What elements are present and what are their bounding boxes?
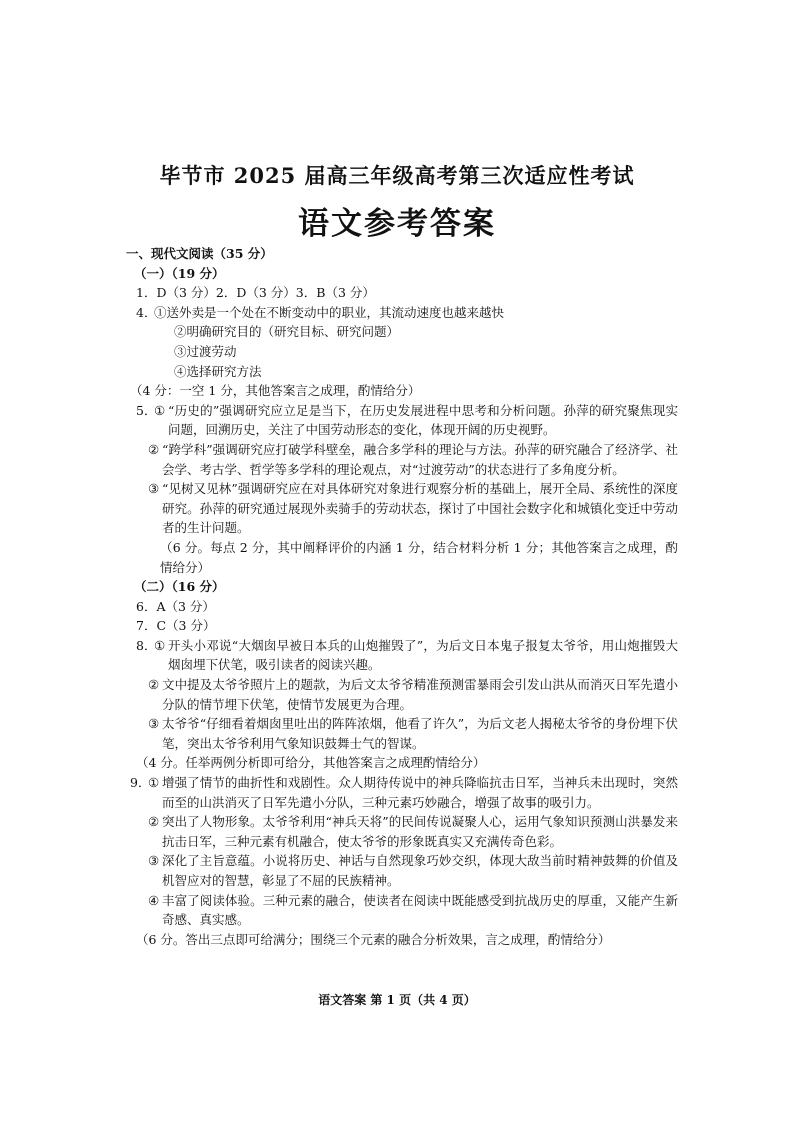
answer-content (126, 244, 678, 949)
answer-q4 (126, 303, 678, 381)
answer-q8 (126, 636, 678, 675)
answer-point-row (126, 440, 678, 479)
answer-point-row (126, 851, 678, 890)
scoring-note: （6 分。答出三点即可给满分；围绕三个元素的融合分析效果，言之成理，酌情给分） (136, 931, 611, 947)
answer-title: 语文参考答案 (298, 206, 496, 242)
answer-q7: 7．C（3 分） (136, 618, 216, 634)
point-marker: ③ (148, 481, 160, 497)
answer-point: 增强了情节的曲折性和戏剧性。众人期待传说中的神兵降临抗击日军，当神兵未出现时，突然而至的山洪消灭了日军先遣小分队，三种元素巧妙融合，增强了故事的吸引力。 (162, 775, 678, 810)
answer-q9 (126, 773, 678, 812)
point-marker: ① (154, 402, 166, 418)
scoring-note: （4 分：一空 1 分，其他答案言之成理，酌情给分） (130, 383, 421, 399)
answer-point-row (126, 479, 678, 538)
answer-point-row (126, 675, 678, 714)
answer-q6: 6．A（3 分） (136, 598, 215, 614)
point-marker: ③ (148, 716, 160, 732)
answer-q5 (126, 401, 678, 440)
scoring-note: （6 分。每点 2 分，其中阐释评价的内涵 1 分，结合材料分析 1 分；其他答案言之成理，酌情给分） (160, 539, 678, 575)
point-marker: ① (148, 775, 160, 791)
point-marker: ① (154, 637, 166, 653)
scoring-note: （4 分。任举两例分析即可给分，其他答案言之成理酌情给分） (136, 755, 486, 771)
point-marker: ② (148, 814, 160, 830)
answer-point: 突出了人物形象。太爷爷利用“神兵天将”的民间传说凝聚人心，运用气象知识预测山洪暴发来抗击日军，三种元素有机融合，使太爷爷的形象既真实又充满传奇色彩。 (162, 814, 678, 849)
answer-point: 太爷爷“仔细看着烟囱里吐出的阵阵浓烟，他看了许久”，为后文老人揭秘太爷爷的身份埋下伏笔，突出太爷爷利用气象知识鼓舞士气的智谋。 (162, 716, 678, 751)
exam-title: 毕节市 2025 届高三年级高考第三次适应性考试 (159, 163, 635, 188)
part-heading: （二）（16 分） (134, 579, 225, 595)
part-heading: （一）（19 分） (134, 265, 225, 281)
answer-point: 深化了主旨意蕴。小说将历史、神话与自然现象巧妙交织，体现大敌当前时精神鼓舞的价值及机智应对的智慧，彰显了不屈的民族精神。 (162, 853, 678, 888)
answer-point: ③过渡劳动 (174, 343, 237, 359)
point-marker: ③ (148, 853, 160, 869)
answer-point: 文中提及太爷爷照片上的题款，为后文太爷爷精准预测雷暴雨会引发山洪从而消灭日军先遣小分队的情节埋下伏笔，使情节发展更为合理。 (162, 677, 678, 712)
question-number: 4． (136, 304, 157, 320)
answer-point-row (126, 812, 678, 851)
answer-q1-3: 1．D（3 分）2．D（3 分）3．B（3 分） (136, 285, 375, 301)
answer-point: ②明确研究目的（研究目标、研究问题） (174, 324, 400, 340)
point-marker: ② (148, 441, 160, 457)
answer-point: 开头小邓说“大烟囱早被日本兵的山炮摧毁了”，为后文日本鬼子报复太爷爷，用山炮摧毁大烟囱埋下伏笔，吸引读者的阅读兴趣。 (168, 637, 678, 673)
section-heading: 一、现代文阅读（35 分） (126, 246, 273, 261)
answer-point: “跨学科”强调研究应打破学科壁垒，融合多学科的理论与方法。孙萍的研究融合了经济学、社会学、考古学、哲学等多学科的理论观点，对“过渡劳动”的状态进行了多角度分析。 (162, 441, 678, 477)
question-number: 5． (136, 402, 157, 418)
answer-point: ①送外卖是一个处在不断变动中的职业，其流动速度也越来越快 (154, 304, 505, 320)
page-footer: 语文答案 第 1 页（共 4 页） (318, 993, 476, 1007)
answer-point: 丰富了阅读体验。三种元素的融合，使读者在阅读中既能感受到抗战历史的厚重，又能产生新奇感、真实感。 (162, 892, 678, 928)
answer-point: ④选择研究方法 (174, 363, 262, 379)
point-marker: ② (148, 677, 160, 693)
answer-point: “历史的”强调研究应立足是当下，在历史发展进程中思考和分析问题。孙萍的研究聚焦现实问题，回溯历史，关注了中国劳动形态的变化，体现开阔的历史视野。 (168, 402, 678, 438)
question-number: 8． (136, 637, 157, 653)
question-number: 9． (130, 775, 151, 791)
answer-point: “见树又见林”强调研究应在对具体研究对象进行观察分析的基础上，展开全局、系统性的深度研究。孙萍的研究通过展现外卖骑手的劳动状态，探讨了中国社会数字化和城镇化变迁中劳动者的生计问题。 (162, 481, 678, 536)
answer-point-row (126, 891, 678, 930)
point-marker: ④ (148, 892, 160, 908)
answer-point-row (126, 714, 678, 753)
